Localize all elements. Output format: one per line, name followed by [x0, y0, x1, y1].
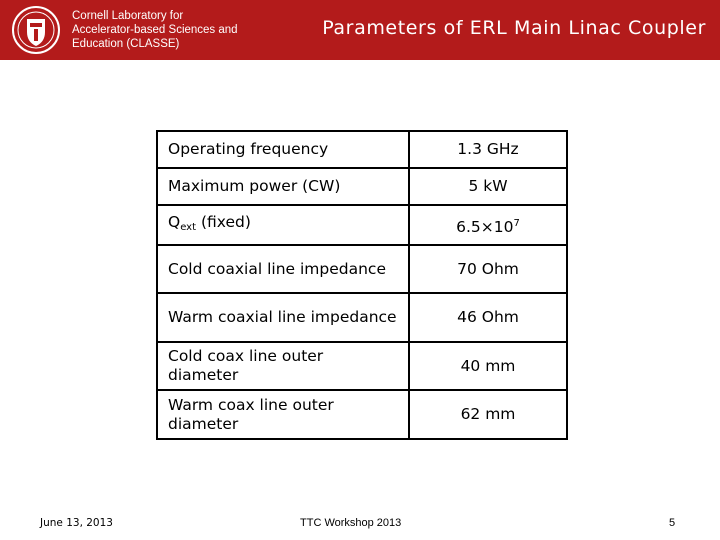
parameter-value: 62 mm: [409, 390, 567, 439]
q-subscript: ext: [180, 222, 197, 233]
page-number: 5: [669, 517, 676, 529]
parameter-name: Cold coax line outer diameter: [157, 342, 409, 390]
parameter-value: [409, 205, 567, 245]
parameter-value: 5 kW: [409, 168, 567, 205]
footer-date: June 13, 2013: [40, 517, 113, 529]
parameters-table: [156, 130, 568, 440]
q-symbol: Q: [168, 213, 181, 231]
times-sign: ×: [480, 217, 494, 236]
table-row: [157, 168, 567, 205]
slide-title: Parameters of ERL Main Linac Coupler: [322, 17, 706, 39]
table-row: [157, 131, 567, 168]
table-row: [157, 390, 567, 439]
value-exponent: 7: [513, 217, 520, 229]
parameter-value: 1.3 GHz: [409, 131, 567, 168]
footer-event: TTC Workshop 2013: [300, 517, 402, 529]
q-qualifier: (fixed): [196, 213, 251, 231]
cornell-seal-icon: [10, 5, 62, 55]
parameter-name: Maximum power (CW): [157, 168, 409, 205]
parameter-name: Warm coaxial line impedance: [157, 293, 409, 342]
parameter-name: [157, 205, 409, 245]
parameter-value: 46 Ohm: [409, 293, 567, 342]
value-base-ten: 10: [493, 217, 514, 236]
slide-header: [0, 0, 720, 60]
organization-name: Cornell Laboratory for Accelerator-based Sciences and Education (CLASSE): [72, 10, 238, 50]
parameter-value: 40 mm: [409, 342, 567, 390]
table-row: [157, 342, 567, 390]
parameter-value: 70 Ohm: [409, 245, 567, 293]
parameter-name: Operating frequency: [157, 131, 409, 168]
table-row: [157, 245, 567, 293]
value-mantissa: 6.5: [456, 217, 481, 236]
table-row: [157, 205, 567, 245]
parameter-name: Warm coax line outer diameter: [157, 390, 409, 439]
table-row: [157, 293, 567, 342]
parameter-name: Cold coaxial line impedance: [157, 245, 409, 293]
